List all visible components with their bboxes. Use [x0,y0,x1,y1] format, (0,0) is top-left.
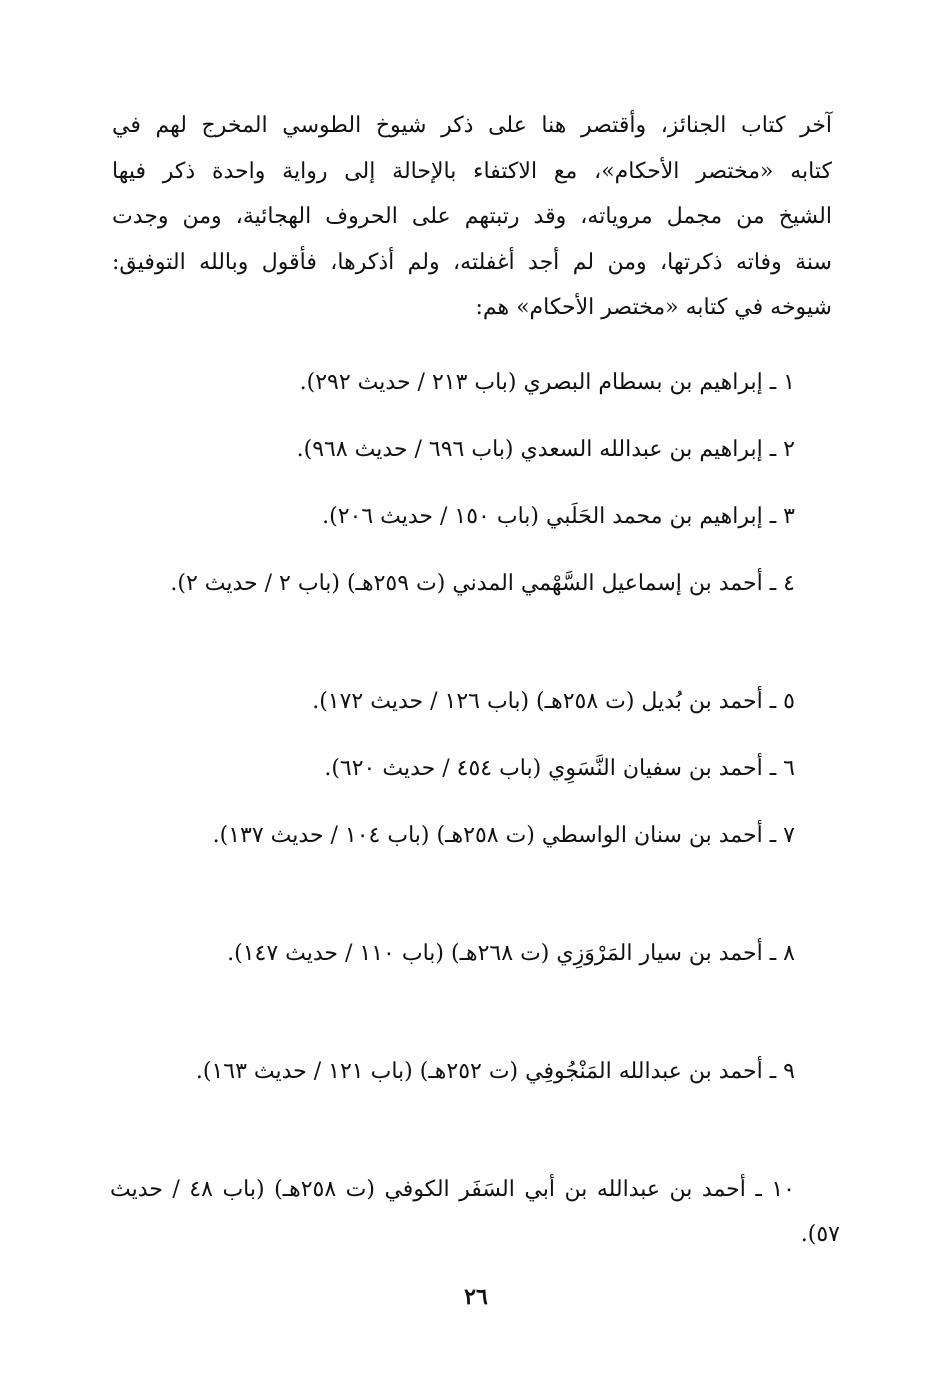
list-item: ٢ ـ إبراهيم بن عبدالله السعدي (باب ٦٩٦ / حديث ٩٦٨). [296,437,795,462]
list-item: ٣ ـ إبراهيم بن محمد الحَلَبي (باب ١٥٠ / حديث ٢٠٦). [322,504,795,529]
page-number: ٢٦ [464,1284,488,1310]
intro-line: الشيخ من مجمل مروياته، وقد رتبتهم على الحروف الهجائية، ومن وجدت [112,204,832,229]
intro-line: كتابه «مختصر الأحكام»، مع الاكتفاء بالإحالة إلى رواية واحدة ذكر فيها [112,158,832,184]
list-item: ٥ ـ أحمد بن بُديل (ت ٢٥٨هـ) (باب ١٢٦ / حديث ١٧٢). [312,689,795,714]
shuyukh-list [110,360,840,1285]
list-item: ٩ ـ أحمد بن عبدالله المَنْجُوفِي (ت ٢٥٢هـ) (باب ١٢١ / حديث ١٦٣). [195,1059,795,1084]
list-item: ٧ ـ أحمد بن سنان الواسطي (ت ٢٥٨هـ) (باب ١٠٤ / حديث ١٣٧). [212,823,795,848]
intro-line: آخر كتاب الجنائز، وأقتصر هنا على ذكر شيوخ الطوسي المخرج لهم في [112,113,832,138]
list-item: ٦ ـ أحمد بن سفيان النَّسَوِي (باب ٤٥٤ / حديث ٦٢٠). [324,756,795,781]
intro-line: شيوخه في كتابه «مختصر الأحكام» هم: [475,295,832,320]
list-item: ٤ ـ أحمد بن إسماعيل السَّهْمي المدني (ت ٢٥٩هـ) (باب ٢ / حديث ٢). [170,571,795,596]
list-item: ١ ـ إبراهيم بن بسطام البصري (باب ٢١٣ / حديث ٢٩٢). [299,370,795,395]
intro-line: سنة وفاته ذكرتها، ومن لم أجد أغفلته، ولم أذكرها، فأقول وبالله التوفيق: [112,249,832,275]
list-item: ٨ ـ أحمد بن سيار المَرْوَزِي (ت ٢٦٨هـ) (باب ١١٠ / حديث ١٤٧). [227,941,795,966]
list-item: ١٠ ـ أحمد بن عبدالله بن أبي السَفَر الكوفي (ت ٢٥٨هـ) (باب ٤٨ / حديث ٥٧). [110,1177,840,1247]
intro-paragraph [112,103,832,331]
